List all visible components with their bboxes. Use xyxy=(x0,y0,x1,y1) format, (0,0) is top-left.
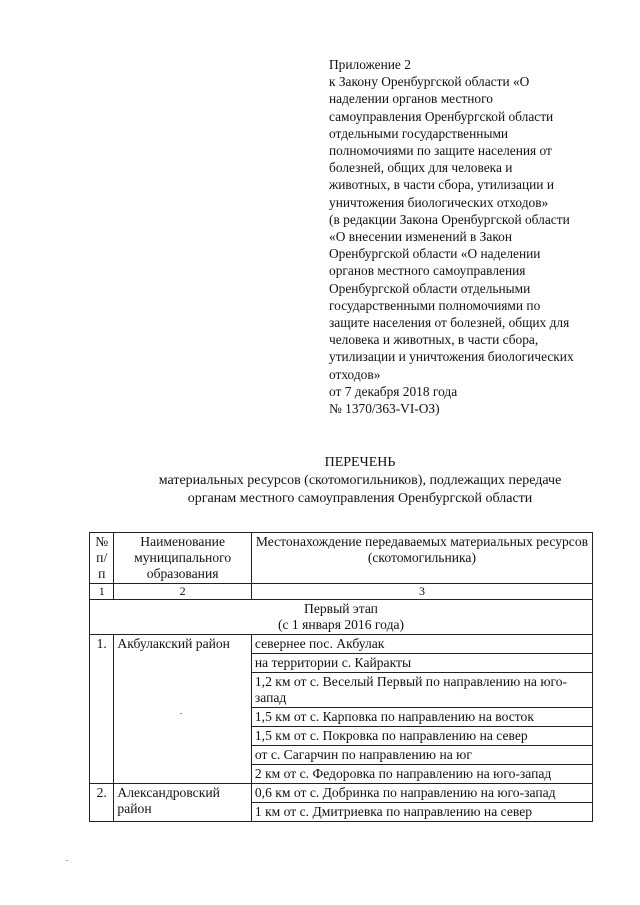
appendix-line: Оренбургской области отдельными xyxy=(329,280,531,296)
appendix-line: отходов» xyxy=(329,366,381,382)
header-number: № п/п xyxy=(90,533,114,584)
stage-cell xyxy=(90,600,593,635)
appendix-line: утилизации и уничтожения биологических xyxy=(329,349,574,365)
location-cell: на территории с. Кайракты xyxy=(251,654,592,673)
header-municipality: Наименование муниципального образования xyxy=(114,533,251,584)
heading-subtitle-line: материальных ресурсов (скотомогильников), подлежащих передаче xyxy=(158,473,562,488)
appendix-line: (в редакции Закона Оренбургской области xyxy=(329,211,570,227)
appendix-line: отдельными государственными xyxy=(329,125,509,141)
resources-table xyxy=(89,532,593,822)
list-heading xyxy=(80,454,640,508)
appendix-line: человека и животных, в части сбора, xyxy=(329,332,539,348)
heading-title: ПЕРЕЧЕНЬ xyxy=(324,455,396,470)
appendix-line: Оренбургской области «О наделении xyxy=(329,246,541,262)
appendix-line: № 1370/363-VI-ОЗ) xyxy=(329,401,440,417)
location-cell: 1,2 км от с. Веселый Первый по направлению на юго-запад xyxy=(251,673,592,708)
appendix-line: болезней, общих для человека и xyxy=(329,160,513,176)
appendix-line: защите населения от болезней, общих для xyxy=(329,315,570,331)
location-cell: 1 км от с. Дмитриевка по направлению на север xyxy=(251,803,592,822)
district-name: Александровский район xyxy=(114,784,251,822)
appendix-line: к Закону Оренбургской области «О xyxy=(329,74,530,90)
stage-row xyxy=(90,600,593,635)
appendix-block xyxy=(329,56,619,417)
column-number: 1 xyxy=(90,584,114,600)
location-cell: от с. Сагарчин по направлению на юг xyxy=(251,746,592,765)
header-location: Местонахождение передаваемых материальных ресурсов (скотомогильника) xyxy=(251,533,592,584)
appendix-line: наделении органов местного xyxy=(329,91,493,107)
appendix-line: «О внесении изменений в Закон xyxy=(329,229,513,245)
appendix-line: от 7 декабря 2018 года xyxy=(329,383,458,399)
appendix-line: полномочиями по защите населения от xyxy=(329,143,552,159)
appendix-line: животных, в части сбора, утилизации и xyxy=(329,177,554,193)
table-row xyxy=(90,635,593,654)
district-name: Акбулакский район xyxy=(114,635,251,784)
heading-subtitle-line: органам местного самоуправления Оренбургской области xyxy=(187,491,533,506)
appendix-line: уничтожения биологических отходов» xyxy=(329,194,549,210)
appendix-line: органов местного самоуправления xyxy=(329,263,526,279)
table-header-row xyxy=(90,533,593,584)
appendix-line: Приложение 2 xyxy=(329,57,411,72)
stage-date: (с 1 января 2016 года) xyxy=(277,617,405,632)
table-row xyxy=(90,784,593,803)
column-numbers-row xyxy=(90,584,593,600)
row-number: 2. xyxy=(90,784,114,822)
location-cell: 1,5 км от с. Покровка по направлению на север xyxy=(251,727,592,746)
location-cell: 0,6 км от с. Добринка по направлению на юго-запад xyxy=(251,784,592,803)
scan-speck xyxy=(66,860,68,861)
scan-speck xyxy=(180,713,182,714)
appendix-line: государственными полномочиями по xyxy=(329,297,541,313)
column-number: 2 xyxy=(114,584,251,600)
row-number: 1. xyxy=(90,635,114,784)
location-cell: 1,5 км от с. Карповка по направлению на восток xyxy=(251,708,592,727)
stage-title: Первый этап xyxy=(304,601,378,616)
column-number: 3 xyxy=(251,584,592,600)
location-cell: севернее пос. Акбулак xyxy=(251,635,592,654)
appendix-line: самоуправления Оренбургской области xyxy=(329,108,554,124)
location-cell: 2 км от с. Федоровка по направлению на юго-запад xyxy=(251,765,592,784)
